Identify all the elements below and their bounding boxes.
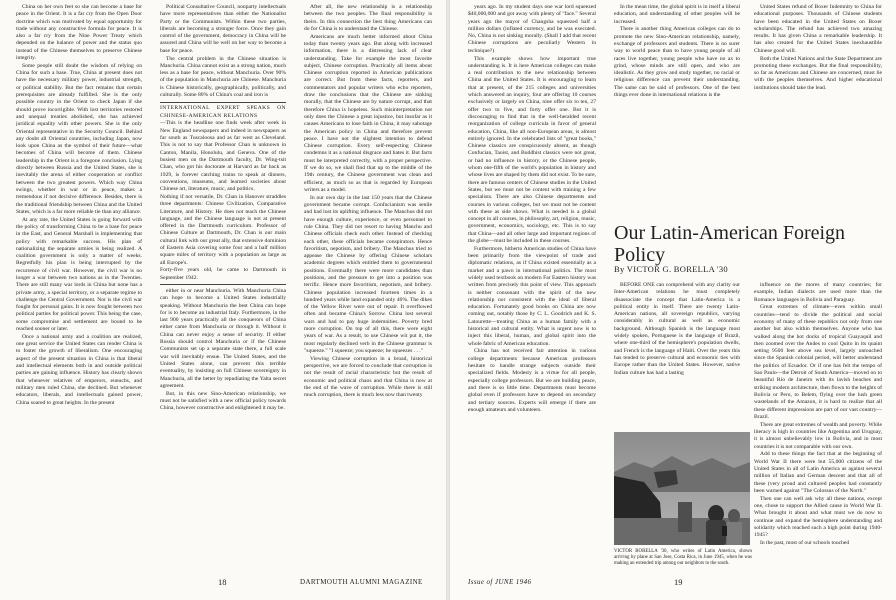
- paragraph: influence on the mores of many countries; for example, Indian dialects are used more than the Romance languages in Bolivia and Paraguay.: [754, 282, 882, 303]
- article-title: Our Latin-American Foreign Policy: [614, 222, 846, 266]
- paragraph: In the mean time, the global spirit is in itself a liberal education, and understanding of other peoples will be increased.: [614, 4, 740, 25]
- paragraph: In the past, most of our schools touched: [760, 539, 850, 546]
- paragraph: Viewing Chinese corruption in a broad, historical perspective, we are forced to conclude that corruption is not the result of racial characteristic but the result of economic and political chaos and that China is now at the end of the wave of corruption. While there is still much corruption, there is much less now than twenty: [304, 355, 432, 399]
- paragraph: United States refund of Boxer Indemnity to China for educational purposes. Thousands of Chinese students have been educated in the United States on Boxer scholarships. The refund has achieved two amazing results. It has given China a remarkable leadership. It has also created for the United States inexhaustible Chinese good will.: [754, 4, 882, 54]
- paragraph: The central problem in the Chinese situation is Manchuria. China cannot exist as a strong nation, much less as a base for peace, without Manchuria. Over 90% of the population in Manchuria are Chinese. Manchuria is Chinese historically, geographically, politically, and culturally. Some 80% of China's coal and iron is: [160, 55, 286, 99]
- paragraph: Both the United Nations and the State Department are promoting these exchanges. But the final responsibility, so far as Americans and Chinese are concerned, must lie with the peoples themselves. And higher educational institutions should take the lead.: [754, 55, 882, 91]
- issue-label: Issue of JUNE 1946: [468, 578, 532, 586]
- paragraph: At any rate, the United States is going forward with the policy of transforming China to be a base for peace in the East, and General Marshall is implementing that policy with remarkable success. His plan of nationalizing the separate armies is being realized. A coalition government is only a matter of weeks. Regretfully his plan is being interrupted by the recurrence of civil war. However, the civil war is no longer a war between two nations as in the Twenties. There are still many war lords in China but none has a private army, a special territory, or a separate regime to challenge the Central Government. Nor is the civil war fought for personal gains. It is now fought between two political parties for political power. This being the case, some compromise and settlement are bound to be reached sooner or later.: [16, 216, 142, 333]
- paragraph: Once a national army and a coalition are realized, one great service the United States can render China is to foster the growth of liberalism. One encouraging aspect of the present situation in China is that liberal and intellectual elements both in and outside political parties are gaining influence. History has clearly shown that whenever relatives of emperors, eunuchs, and military men ruled China, she declined. But whenever educators, liberals, and intellectuals gained power, China soared to great heights. In the present: [16, 333, 142, 406]
- paragraph: In our own day in the last 150 years that the Chinese government became corrupt. Confucianism was senile and had lost its uplifting influence. The Manchus did not have enough culture, experience, or even personnel to rule China. They did not resort to having Manchu and Chinese officials check each other. Instead of checking each other, these officials became conspirators. Hence favoritism, nepotism, and bribery. The Manchus tried to appease the Chinese by offering Chinese scholars academic degrees which entitled them to governmental positions. Eventually there were more candidates than positions, and the pressure to get into a position was terrific. Hence more favoritism, nepotism, and bribery. Chinese population increased fourteen times in a hundred years while land expanded only 40%. The dikes of the Yellow River were out of repair. It overflowed often and became China's Sorrow. China lost several wars and had to pay huge indemnities. Poverty bred more corruption. On top of all this, there were eight years of war. As a result, to use Chinese wit put it, the most regularly declined verb in the Chinese grammar is "squeeze." "I squeeze; you squeeze; he squeezes . . .": [304, 194, 432, 354]
- paragraph: Political Consultative Council, nonparty intellectuals have more representatives than either the Nationalist Party or the Communists. Within these two parties, liberals are becoming a stronger force. Once they gain control of the government, democracy in China will be assured and China will be well on her way to become a base for peace.: [160, 4, 286, 54]
- paragraph: Great extremes of climate—even within small countries—tend to divide the political and social economy of many of these republics not only from one another but also within themselves. Anyone who has walked along the hot docks of tropical Guayaquil and then zoomed over the Andes to cool Quito in its quaint setting 9500 feet above sea level, largely untouched since the Spanish colonial period, will better understand the politics of Ecuador. Or if one has felt the tempo of Sao Paulo—the Detroit of South America—moved on to beautiful Rio de Janeiro with its lavish beaches and striking modern architecture, then flown to the heights of Bolivia or Peru, to Belem, flying over the lush green wastelands of the Amazon, it is hard to realize that all these different impressions are part of our vast country—Brazil.: [754, 304, 882, 420]
- paragraph: China has not received fair attention in various college departments because American professors hesitate to handle strange subjects outside their specialized fields. Modesty is a virtue for all people, especially college professors. But we are building peace, and there is so little time. Departments must become global even if professors have to depend on secondary and tertiary sources. Experts will emerge if there are enough amateurs and volunteers.: [468, 348, 596, 413]
- page-number-right: 19: [674, 577, 683, 587]
- left-column-1: [16, 4, 142, 570]
- left-column-2: [160, 4, 286, 570]
- right-column-2-top: [614, 4, 740, 212]
- left-page: [0, 0, 446, 600]
- paragraph: But, in this new Sino-American relationship, we must not be satisfied with a new official policy towards China, however constructive and enlightened it may be.: [160, 390, 286, 412]
- sidebar-box: [160, 102, 286, 285]
- paragraph: Forty-five years old, he came to Dartmouth in September 1942.: [160, 267, 286, 281]
- paragraph: BEFORE ONE can comprehend with any clarity our Inter-American relations he must completely disassociate the concept that Latin-America is a political entity in itself. There are twenty Latin-American nations, all sovereign republics, varying considerably in cultural as well as economic background. Although Spanish is the language most widely spoken, Portuguese is the language of Brazil, where one-third of the hemisphere's population dwells, and French is the language of Haiti. Over the years this has tended to preserve cultural and economic ties with Europe rather than the United States. However, native Indian culture has had a lasting: [614, 282, 740, 376]
- paragraph: Furthermore, hitherto American studies of China have been primarily from the viewpoint of trade and diplomatic relations, as if China existed essentially as a market and a pawn in international politics. The most widely used textbook on modern Far Eastern history was written from precisely this point of view. This approach is neither consonant with the spirit of the new relationship nor consistent with the ideal of liberal education. Fortunately good books on China are now coming out, notably those by C. L. Goodrich and K. S. Latourette—treating China as a human family with a historical and cultural entity. What is urgent now is to inject this liberal, human, and global spirit into the whole fabric of American education.: [468, 245, 596, 347]
- paragraph: After all, the new relationship is a relationship between the two peoples. The final responsibility is theirs. In this connection the best thing Americans can do for China is to understand the Chinese.: [304, 4, 432, 32]
- paragraph: There is another thing American colleges can do to promote the new Sino-American relationship, namely, exchange of professors and students. There is no surer way to world peace than to have young people of all races live together, young people who have no ax to grind, whose minds are still open, and who are idealistic. As they grow and study together, no racial or religious difference can prevent their understanding. The same can be said of professors. One of the best things ever done in international relations is the: [614, 26, 740, 99]
- photo-caption: VICTOR BORELLA '30, who writes of Latin America, shown arriving by plane at San Jose, Costa Rica, in June 1945, when he was making an extended trip among our neighbors to the south.: [614, 549, 752, 567]
- paragraph: —This is the headline one finds week after week in New England newspapers and indeed in newspapers as far south as Tuscaloosa and as far west as Cleveland. This is not to say that Professor Chan is unknown in Canton, Manila, Honolulu, and Geneva. One of the busiest men on the Dartmouth faculty, Dr. Wing-tsit Chan, who got his doctorate at Harvard as far back as 1929, is forever catching trains to speak at dinners, conventions, museums, and learned societies about Chinese art, literature, music, and politics.: [160, 120, 286, 193]
- paragraph: There are great extremes of wealth and poverty. While literacy is high in countries like Argentina and Uruguay, it is almost unbelievably low in Bolivia, and in most countries it is not comparable with our own.: [754, 421, 882, 450]
- paragraph: Some people still doubt the wisdom of relying on China for such a base. True, China at present does not have the necessary military power, industrial strength, or political stability. But the fact remains that certain prerequisites are already fulfilled. She is the only possible country in the Orient to check Japan if she should prove incorrigible. With lost territories restored and unequal treaties abolished, she has achieved juridical equality with other powers. She is the only Oriental representative in the Security Council. Behind any doubt all Oriental countries, including Japan, now look upon China as the symbol of their future—what becomes of China will become of them. Chinese leadership in the Orient is a foregone conclusion. Lying directly between Russia and the United States, she is inevitably the arena of either cooperation or conflict between the two greatest powers. Which way China swings, whether in war or in peace, makes a tremendous if not decisive difference. Besides, there is the traditional friendship between China and the United States, which is a far more reliable tie than any alliance.: [16, 62, 142, 215]
- paragraph: Then one can well ask why all these nations, except one, chose to support the Allied cause in World War II. What brought it about and what must we do now to continue and expand the hemisphere understanding and solidarity which reached such a high point during 1940-1945?: [754, 495, 882, 539]
- airfield-photo-image: [614, 432, 750, 545]
- right-column-1: [468, 4, 596, 570]
- paragraph: either in or near Manchuria. With Manchuria China can hope to become a United States industrially speaking. Without Manchuria the best China can hope for is to become an industrial Italy. Furthermore, in the last 900 years practically all the conquerors of China either came from Manchuria or through it. Without it China can never enjoy a sense of security. If either Russia should control Manchuria or if the Chinese Communists set up a separate state there, a full scale war will inevitably ensue. The United States, and the United States alone, can prevent this terrible eventuality, by insisting on full Chinese sovereignty in Manchuria, all the better by repudiating the Yalta secret agreement.: [160, 287, 286, 389]
- left-column-3: [304, 4, 432, 570]
- paragraph: years ago. In my student days one war lord squeezed $40,000,000 and got away with plenty of "face." Several years ago the mayor of Changsha squeezed half a million dollars (inflated currency, and he was executed. No, China is not sinking morally. (Shall I add that recent Chinese corruptions are peculiarly Western in technique?): [468, 4, 596, 54]
- article-byline: By VICTOR G. BORELLA '30: [614, 264, 728, 274]
- article-column-2: [754, 282, 882, 572]
- author-photo: [614, 432, 750, 545]
- article-column-1: [614, 282, 740, 428]
- paragraph: China on her own feet so she can become a base for peace in the Orient. It is a far cry from the Open Door doctrine which was motivated by equal opportunity for trade without any constructive formula for peace. It is also a far cry from the Nine Power Treaty which depended on the balance of power and the status quo instead of the Chinese themselves to preserve Chinese integrity.: [16, 4, 142, 62]
- paragraph: Add to these things the fact that at the beginning of World War II there were but 55,000 citizens of the United States in all of Latin America as against several million of Italian and German descent and that all of these (very proud and cultured peoples had constantly been warned against "The Colossus of the North.": [754, 451, 882, 494]
- paragraph: This example shows how important true understanding is. It is here American colleges can make a real contribution to the new relationship between China and the United States. It is encouraging to learn that at present, of the 215 colleges and universities which answered an inquiry, four are offering 10 courses exclusively or largely on China, nine offer six to ten, 27 offer two to five, and forty offer one. But it is discouraging to find that in the well-heralded recent reorganization of college curricula in favor of general education, China, like all non-European areas, is almost entirely ignored. In the celebrated lists of "great books," Chinese classics are conspicuously absent, as though Confucian, Taoist, and Buddhist classics were not great, or had no influence in history, or the Chinese people, whom one-fifth of the world's population in history and whose lives are shaped by them did not exist. To be sure, there are famous centers of Chinese studies in the United States, but we must not be content with training a few specialists. There are also Chinese departments and courses in various colleges, but we must not be content with these as side shows. What is needed is a global concept in all courses, in philosophy, art, religion, music, government, economics, sociology, etc. This is to say that China—and all other large and important regions of the globe—must be included in these courses.: [468, 55, 596, 244]
- right-page: [450, 0, 896, 600]
- page-number-left: 18: [218, 577, 227, 587]
- paragraph: Nothing if not versatile, Dr. Chan in Hanover straddles three departments: Chinese Civilization, Comparative Literature, and History. He does not teach the Chinese language, and the Chinese language is not at present offered in the Dartmouth curriculum. Professor of Chinese Culture at Dartmouth, Dr. Chan is our main cultural link with our great ally, that extensive dominion of Eastern Asia covering some four and a half million square miles of territory with a population as large as all Europe's.: [160, 193, 286, 266]
- running-head: DARTMOUTH ALUMNI MAGAZINE: [300, 578, 423, 586]
- sidebar-box-title: INTERNATIONAL EXPERT SPEAKS ON CHINESE-AMERICAN RELATIONS: [160, 105, 286, 119]
- right-column-3-top: [754, 4, 882, 212]
- paragraph: Americans are much better informed about China today than twenty years ago. But along with increased information, there is a distressing lack of clear understanding. Take for example the most favorite subject, Chinese corruption. Practically all items about Chinese corruption reported in American publications are correct. But from these facts, reporters, and commentators and popular writers who echo reporters, draw the conclusions that the Chinese are sinking morally, that the Chinese are by nature corrupt, and that therefore China is hopeless. Such misinterpretation not only does the Chinese a great injustice, but insofar as it causes Americans to lose faith in China, it may sabotage the American policy in China and therefore prevent peace. I have not the slightest intention to defend Chinese corruption. Every self-respecting Chinese condemns it as a national disgrace and hates it. But facts must be interpreted correctly, with a proper perspective. If we do so, we shall find that up to the middle of the 19th century, the Chinese government was clean and efficient, as much so as that is regarded by European writers as a model.: [304, 33, 432, 193]
